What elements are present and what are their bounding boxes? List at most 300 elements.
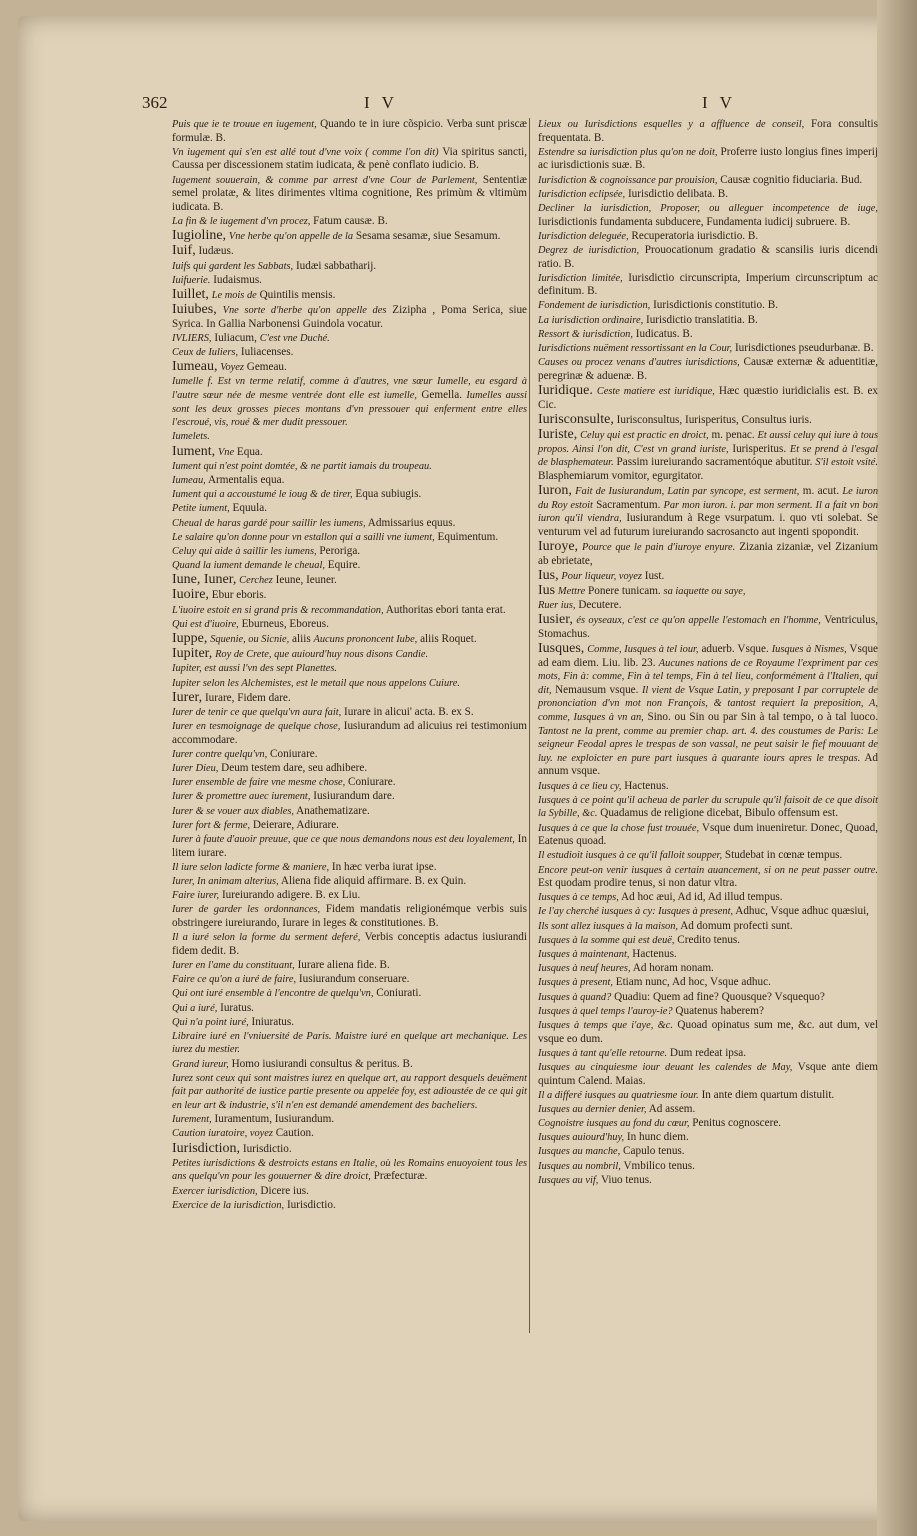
dictionary-entry — [172, 1127, 527, 1141]
french-text: Iurer en l'ame du constituant, — [172, 959, 295, 971]
latin-text: Equire. — [327, 559, 361, 572]
french-text: Iusques à tant qu'elle retourne. — [538, 1047, 668, 1059]
latin-text: Quoad opinatus sum me, &c. aut dum, vel vsque eo dum. — [538, 1018, 878, 1045]
french-text: Iusques à temps que i'aye, &c. — [538, 1019, 673, 1031]
latin-text: Præfecturæ. — [373, 1170, 428, 1183]
latin-text: Vsque ante diem quintum Calend. Maias. — [538, 1060, 878, 1087]
dictionary-entry — [172, 559, 527, 573]
dictionary-entry — [538, 1047, 878, 1061]
french-text: Iuifuerie. — [172, 274, 211, 286]
dictionary-entry — [172, 691, 527, 706]
latin-text: Gemella. — [421, 389, 463, 401]
dictionary-entry — [172, 748, 527, 762]
dictionary-entry — [172, 488, 527, 502]
french-text: Caution iuratoire, voyez — [172, 1128, 273, 1140]
french-text: Libraire iuré en l'vniuersité de Paris. Maistre iuré en quelque art mechanique. Les iurez du mestier. — [172, 1030, 527, 1056]
french-text: Exercice de la iurisdiction, — [172, 1199, 285, 1211]
dictionary-entry — [172, 987, 527, 1001]
dictionary-entry — [172, 545, 527, 559]
french-text: Iurisdiction eclipsée, — [538, 188, 626, 200]
latin-text: Passim iureiurando sacramentóque abutitur. — [616, 456, 813, 469]
dictionary-entry — [538, 1103, 878, 1117]
headword: Iuroye, — [538, 538, 579, 554]
latin-text: In hæc verba iurat ipse. — [331, 860, 437, 873]
headword: Iuiubes, — [172, 302, 217, 318]
latin-text: Ponere tunicam. — [588, 584, 661, 597]
dictionary-entry — [172, 959, 527, 973]
latin-text: Iusiurandum conseruare. — [298, 973, 410, 986]
french-text: Iurez sont ceux qui sont maistres iurez en quelque art, au rapport desquels deuëment fait par authorité de iustice partie presente ou appelée foy, est adioustée de ce qui git en leur art & industrie, s'il n'en est demandé amendement des bacheliers. — [172, 1072, 527, 1112]
french-text: Par mon iuron. i. par mon serment. Il a fait vn bon iuron qu'il viendra, — [538, 499, 879, 525]
dictionary-entry — [538, 1145, 878, 1159]
latin-text: Iurare aliena fide. B. — [297, 958, 390, 971]
latin-text: Dum redeat ipsa. — [669, 1046, 747, 1059]
dictionary-entry — [172, 1002, 527, 1016]
dictionary-entry — [538, 188, 878, 202]
french-text: La fin & le iugement d'vn procez, — [172, 215, 311, 227]
dictionary-entry — [172, 889, 527, 903]
french-text: Lieux ou Iurisdictions esquelles y a affluence de conseil, — [538, 119, 805, 130]
dictionary-entry — [538, 642, 878, 779]
latin-text: Fidem mandatis religionémque verbis suis obstringere iureiurando, Iurare in leges & constitutiones. B. — [172, 903, 527, 929]
latin-text: Dicere ius. — [260, 1184, 309, 1197]
french-text: Ie l'ay cherché iusques à cy: Iusques à present, — [538, 906, 734, 918]
latin-text: Quadamus de religione dicebat, Bibulo offensum est. — [600, 807, 839, 820]
latin-text: Proferre iusto longius fines imperij ac iurisdictionis suæ. B. — [538, 145, 878, 172]
french-text: Iusques à ce point qu'il acheua de parler du scrupule qu'il faisoit de ce que disoit la Sybille, &c. — [538, 794, 878, 820]
latin-text: Iniuratus. — [251, 1015, 295, 1028]
headword: Iune, Iuner, — [172, 572, 237, 588]
latin-text: aliis Roquet. — [420, 633, 477, 645]
french-text: Iument qui a accoustumé le ioug & de tirer, — [172, 489, 353, 501]
latin-text: Iurisdictionis constitutio. B. — [653, 299, 778, 312]
french-text: Iurement, — [172, 1114, 212, 1126]
french-text: Iurer Dieu, — [172, 763, 219, 775]
dictionary-entry — [172, 146, 527, 173]
french-text: Cerchez — [239, 575, 273, 587]
dictionary-entry — [172, 1030, 527, 1057]
dictionary-entry — [172, 973, 527, 987]
french-text: Fondement de iurisdiction, — [538, 300, 651, 312]
dictionary-entry — [172, 346, 527, 360]
dictionary-entry — [538, 934, 878, 948]
french-text: Iurer de tenir ce que quelqu'vn aura fait, — [172, 706, 342, 718]
french-text: Ceste matiere est iuridique, — [596, 386, 715, 397]
dictionary-entry — [172, 502, 527, 516]
dictionary-entry — [172, 460, 527, 474]
dictionary-entry — [172, 618, 527, 632]
latin-text: Vsque dum inueniretur. Donec, Quoad, Eatenus quoad. — [538, 821, 878, 848]
latin-text: Iuliacenses. — [240, 346, 294, 359]
french-text: Iurer, In animam alterius, — [172, 876, 279, 887]
dictionary-entry — [538, 976, 878, 990]
dictionary-entry — [172, 430, 527, 444]
french-text: Faire ce qu'on a iuré de faire, — [172, 974, 297, 986]
french-text: Ils sont allez iusques à la maison, — [538, 920, 678, 932]
french-text: Iumelle f. Est vn terme relatif, comme à d'autres, vne sœur Iumelle, eu esgard à l'autre sœur née de mesme ventrée dont elle est iumelle, — [172, 376, 527, 401]
french-text: Quand la iument demande le cheual, — [172, 560, 325, 572]
latin-text: Equa subiugis. — [355, 488, 422, 501]
french-text: Iusques auiourd'huy, — [538, 1132, 625, 1144]
french-text: Iusques au vif, — [538, 1174, 599, 1186]
headword: Iuoire, — [172, 587, 209, 603]
french-text: Petite iument, — [172, 503, 230, 515]
latin-text: Iuliacum, — [214, 331, 257, 344]
latin-text: Homo iusiurandi consultus & peritus. B. — [231, 1057, 413, 1070]
latin-text: Ad horam nonam. — [632, 962, 714, 975]
latin-text: Aliena fide aliquid affirmare. B. ex Quin. — [280, 875, 467, 887]
french-text: Iusques à quel temps l'auroy-ie? — [538, 1005, 673, 1017]
french-text: Iumelles aussi sont les deux grosses pieces montans d'vn pressouer qui enferment entre elles l'escroué, vis, roué & mer dudit pressouer. — [172, 390, 527, 429]
dictionary-entry — [172, 861, 527, 875]
dictionary-entry — [172, 833, 527, 860]
headword: Iuppe, — [172, 631, 208, 646]
dictionary-entry — [172, 573, 527, 588]
latin-text: Prouocationum gradatio & scansilis iuris dicendi ratio. B. — [538, 243, 878, 270]
dictionary-entry — [172, 762, 527, 776]
left-column — [172, 118, 527, 1213]
dictionary-entry — [538, 991, 878, 1005]
dictionary-entry — [538, 174, 878, 188]
french-text: és oyseaux, c'est ce qu'on appelle l'estomach en l'homme, — [576, 615, 821, 627]
dictionary-entry — [172, 1142, 527, 1157]
latin-text: Hactenus. — [624, 779, 669, 792]
latin-text: Iusiurandum ad alicuius rei testimonium accommodare. — [172, 720, 527, 746]
latin-text: Adhuc, Vsque adhuc quæsiui, — [735, 905, 869, 918]
french-text: Iurisdiction deleguée, — [538, 230, 629, 242]
dictionary-entry — [538, 794, 878, 821]
latin-text: Ad domum profecti sunt. — [680, 919, 793, 932]
latin-text: Ad hoc æui, Ad id, Ad illud tempus. — [620, 891, 783, 904]
latin-text: Iust. — [644, 569, 665, 582]
dictionary-entry — [538, 613, 878, 641]
latin-text: Etiam nunc, Ad hoc, Vsque adhuc. — [615, 976, 771, 989]
latin-text: Quintilis mensis. — [259, 288, 336, 301]
french-text: Squenie, ou Sicnie, — [210, 634, 290, 645]
dictionary-entry — [172, 531, 527, 545]
latin-text: Gemeau. — [246, 361, 287, 374]
dictionary-entry — [538, 1117, 878, 1131]
latin-text: Iurisdictio. — [242, 1142, 292, 1155]
latin-text: Blasphemiarum vomitor, egurgitator. — [538, 469, 704, 482]
latin-text: Fora consultis frequentata. B. — [538, 118, 878, 144]
latin-text: Iurisdictio circunscripta, Imperium circunscriptum ac definitum. B. — [538, 271, 878, 298]
french-text: Et se prend à l'esgal de blasphemateur. — [538, 443, 879, 469]
dictionary-entry — [172, 517, 527, 531]
latin-text: Armentalis equa. — [207, 473, 285, 486]
latin-text: Iurare, Fidem dare. — [204, 691, 291, 704]
latin-text: Ebur eboris. — [211, 589, 267, 602]
french-text: Le salaire qu'on donne pour vn estallon qui a sailli vne iument, — [172, 531, 435, 543]
french-text: Iusques à neuf heures, — [538, 963, 631, 975]
headword: Iumeau, — [172, 359, 218, 375]
latin-text: Equa. — [236, 445, 263, 458]
dictionary-entry — [538, 540, 878, 568]
french-text: Petites iurisdictions & destroicts estans en Italie, où les Romains enuoyoient tous les ans quelqu'vn pour les gouuerner & dire droict, — [172, 1157, 527, 1183]
dictionary-entry — [172, 875, 527, 889]
french-text: Et aussi celuy qui iure à tous propos. Ainsi l'on dit, C'est vn grand iuriste, — [538, 429, 879, 455]
latin-text: Studebat in cœnæ tempus. — [724, 849, 843, 862]
french-text: Vne sorte d'herbe qu'on appelle des — [222, 305, 387, 317]
dictionary-entry — [172, 1185, 527, 1199]
french-text: Celuy qui aide à saillir les iumens, — [172, 545, 317, 557]
french-text: Exercer iurisdiction, — [172, 1185, 258, 1197]
latin-text: Ad assem. — [648, 1102, 696, 1115]
latin-text: Vsque ad eam diem. Liu. lib. 23. — [538, 643, 879, 669]
dictionary-entry — [538, 1174, 878, 1188]
latin-text: Nemausum vsque. — [555, 683, 639, 696]
french-text: Iupiter, est aussi l'vn des sept Planettes. — [172, 663, 337, 675]
latin-text: Iurisdictionis fundamenta subducere, Fundamenta iudicij subruere. B. — [538, 215, 851, 228]
french-text: Iusques au nombril, — [538, 1160, 621, 1172]
latin-text: Quatenus haberem? — [675, 1004, 764, 1017]
dictionary-entry — [538, 299, 878, 313]
running-head — [142, 93, 882, 117]
dictionary-entry — [538, 849, 878, 863]
latin-text: Iudaismus. — [213, 273, 262, 286]
french-text: Pource que le pain d'iuroye enyure. — [581, 541, 736, 553]
latin-text: Ventriculus, Stomachus. — [538, 614, 878, 640]
dictionary-entry — [172, 260, 527, 274]
headword: Iuif, — [172, 243, 196, 259]
french-text: Qui ont iuré ensemble à l'encontre de quelqu'vn, — [172, 988, 374, 1000]
french-text: Iumelets. — [172, 431, 210, 443]
french-text: S'il estoit vsité. — [815, 457, 878, 469]
latin-text: aduerb. Vsque. — [701, 643, 769, 656]
latin-text: Decutere. — [578, 599, 622, 612]
dictionary-entry — [172, 303, 527, 331]
latin-text: Verbis conceptis adactus iusiurandi fidem dedit. B. — [172, 931, 528, 957]
latin-text: Caution. — [275, 1127, 314, 1140]
latin-text: Authoritas ebori tanta erat. — [385, 603, 506, 616]
latin-text: Iudæi sabbatharij. — [295, 259, 377, 272]
french-text: Il a differé iusques au quatriesme iour. — [538, 1089, 699, 1101]
dictionary-entry — [172, 1072, 527, 1113]
dictionary-entry — [172, 1016, 527, 1030]
latin-text: Sino. ou Sin ou par Sin à tal tempo, o à tal luoco. — [647, 711, 878, 723]
latin-text: Via spiritus sancti, Caussa per discessionem statim iudicata, & penè conflato iudicio. B. — [172, 145, 527, 172]
dictionary-entry — [538, 146, 878, 173]
headword: Ius — [538, 582, 556, 598]
french-text: Puis que ie te trouue en iugement, — [172, 119, 317, 130]
french-text: Iusques à ce temps, — [538, 892, 619, 904]
french-text: Iument qui n'est point domtée, & ne partit iamais du troupeau. — [172, 460, 432, 472]
latin-text: In ante diem quartum distulit. — [701, 1088, 835, 1101]
dictionary-entry — [172, 474, 527, 488]
latin-text: Iudicatus. B. — [635, 327, 693, 340]
french-text: Aucunes nations de ce Royaume l'expriment par ces mots, Fin à: comme, Fin à tel temps, Fin à tel lieu, conformément à l'Italien, qui dit, — [538, 657, 878, 696]
latin-text: Viuo tenus. — [600, 1173, 652, 1186]
latin-text: Capulo tenus. — [623, 1145, 685, 1158]
latin-text: Iureiurando adigere. B. ex Liu. — [221, 889, 361, 902]
dictionary-entry — [172, 1157, 527, 1184]
dictionary-entry — [538, 1089, 878, 1103]
french-text: Pour liqueur, voyez — [561, 570, 642, 582]
headword: Iusques, — [538, 641, 585, 657]
latin-text: Eburneus, Eboreus. — [241, 617, 329, 630]
french-text: Iumeau, — [172, 474, 206, 486]
dictionary-entry — [538, 484, 878, 539]
french-text: Iusques au manche, — [538, 1146, 621, 1158]
dictionary-entry — [538, 864, 878, 891]
french-text: Iusques à ce lieu cy, — [538, 780, 622, 792]
french-text: Iupiter selon les Alchemistes, est le metail que nous appelons Cuiure. — [172, 677, 461, 689]
latin-text: Vmbilico tenus. — [623, 1159, 695, 1172]
latin-text: Hactenus. — [632, 948, 677, 961]
headword: Iurisdiction, — [172, 1140, 241, 1156]
latin-text: Sesama sesamæ, siue Sesamum. — [355, 230, 501, 243]
dictionary-entry — [538, 384, 878, 412]
french-text: IVLIERS, — [172, 332, 212, 344]
headword: Iument, — [172, 443, 216, 459]
latin-text: Coniurati. — [376, 987, 422, 1000]
dictionary-entry — [538, 891, 878, 905]
dictionary-entry — [172, 720, 527, 747]
dictionary-entry — [172, 174, 527, 215]
french-text: Fait de Iusiurandum, Latin par syncope, est serment, — [575, 485, 800, 497]
french-text: Grand iureur, — [172, 1058, 229, 1070]
headword: Iugioline, — [172, 228, 227, 244]
page-edge — [877, 0, 917, 1536]
latin-text: Credito tenus. — [677, 933, 741, 946]
dictionary-entry — [172, 332, 527, 346]
french-text: Iugement souuerain, & comme par arrest d'vne Cour de Parlement, — [172, 174, 478, 186]
french-text: Comme, Iusques à tel iour, — [587, 644, 699, 656]
french-text: Iurisdictions nuëment ressortissant en la Cour, — [538, 343, 733, 355]
headword: Iuridique. — [538, 383, 593, 398]
latin-text: Iudæus. — [198, 245, 234, 258]
latin-text: Iurisdictio. — [286, 1198, 336, 1211]
french-text: Iurer & promettre auec iurement, — [172, 791, 311, 803]
french-text: Iusques à present, — [538, 977, 613, 989]
french-text: Le iuron du Roy estoit — [538, 485, 879, 511]
french-text: Ruer ius, — [538, 600, 576, 612]
latin-text: Quando te in iure cõspicio. Verba sunt priscæ formulæ. B. — [172, 118, 528, 144]
french-text: Estendre sa iurisdiction plus qu'on ne doit, — [538, 146, 718, 158]
page-number: 362 — [142, 93, 168, 112]
dictionary-entry — [538, 314, 878, 328]
french-text: Mettre — [557, 585, 586, 597]
latin-text: Iuramentum, Iusiurandum. — [214, 1113, 335, 1126]
french-text: Le mois de — [211, 289, 257, 301]
dictionary-entry — [538, 202, 878, 229]
dictionary-entry — [538, 118, 878, 145]
french-text: Cheual de haras gardé pour saillir les iumens, — [172, 517, 366, 529]
latin-text: Hæc quæstio iuridicialis est. B. ex Cic. — [538, 385, 879, 411]
latin-text: Quadiu: Quem ad fine? Quousque? Vsquequo? — [614, 990, 825, 1003]
dictionary-entry — [538, 342, 878, 356]
latin-text: Admissarius equus. — [367, 516, 456, 529]
dictionary-entry — [538, 428, 878, 483]
french-text: C'est vne Duché. — [259, 332, 330, 344]
latin-text: Zizipha , Poma Serica, siue Syrica. In Gallia Narbonensi Guindola vocatur. — [172, 304, 528, 330]
latin-text: Coniurare. — [348, 776, 396, 789]
dictionary-entry — [538, 599, 878, 613]
french-text: Voyez — [220, 362, 244, 374]
column-divider — [529, 118, 530, 1333]
dictionary-entry — [172, 360, 527, 375]
dictionary-entry — [538, 822, 878, 849]
latin-text: Sacramentum. — [596, 498, 661, 511]
french-text: Roy de Crete, que auiourd'huy nous disons Candie. — [215, 649, 429, 661]
latin-text: Zizania zizaniæ, vel Zizanium ab ebrietate, — [538, 540, 879, 567]
latin-text: Iurisperitus. — [732, 442, 787, 455]
dictionary-entry — [172, 375, 527, 429]
latin-text: Iurisdictio delibata. B. — [627, 187, 728, 200]
headword: Iurer, — [172, 689, 203, 705]
french-text: Iurisdiction & cognoissance par prouision, — [538, 174, 718, 186]
dictionary-entry — [538, 413, 878, 428]
dictionary-entry — [172, 1058, 527, 1072]
latin-text: Fatum causæ. B. — [313, 214, 388, 227]
dictionary-entry — [538, 905, 878, 919]
french-text: Iusques à quand? — [538, 991, 612, 1003]
dictionary-entry — [172, 706, 527, 720]
french-text: Iurer fort & ferme, — [172, 819, 251, 831]
french-text: Decliner la iurisdiction, Proposer, ou alleguer incompetence de iuge, — [538, 202, 878, 214]
latin-text: Iurisconsultus, Iurisperitus, Consultus iuris. — [616, 413, 812, 426]
latin-text: Iusiurandum à Rege vsurpatum. i. quo vti solebat. — [626, 512, 863, 525]
latin-text: Deum testem dare, seu adhibere. — [221, 762, 368, 775]
dictionary-entry — [538, 328, 878, 342]
left-column-head: I V — [364, 93, 398, 112]
latin-text: Equimentum. — [437, 530, 499, 543]
dictionary-entry — [172, 445, 527, 460]
latin-text: Penitus cognoscere. — [692, 1117, 782, 1130]
dictionary-entry — [538, 569, 878, 584]
french-text: Iurer de garder les ordonnances, — [172, 904, 321, 916]
french-text: Qui est d'iuoire, — [172, 618, 239, 630]
latin-text: In hunc diem. — [626, 1131, 689, 1144]
headword: Iurisconsulte, — [538, 411, 614, 427]
latin-text: Ad annum vsque. — [538, 751, 878, 778]
french-text: Il vient de Vsque Latin, y preposant I par corruptele de prononciation d'vn mot non François, & tantost requiert la preposition, A, comme, Iusques à vn an, — [538, 684, 878, 723]
dictionary-entry — [538, 920, 878, 934]
headword: Iuillet, — [172, 286, 209, 302]
dictionary-entry — [172, 776, 527, 790]
french-text: Ceux de Iuliers, — [172, 347, 239, 359]
french-text: Iurer à faute d'auoir preuue, que ce que nous demandons nous est deu loyalement, — [172, 834, 515, 846]
dictionary-entry — [538, 1160, 878, 1174]
latin-text: Equula. — [232, 502, 268, 515]
latin-text: Iurare in alicui' acta. B. ex S. — [344, 705, 474, 718]
dictionary-entry — [172, 805, 527, 819]
french-text: Ressort & iurisdiction, — [538, 328, 633, 340]
headword: Iupiter, — [172, 646, 213, 662]
latin-text: Sententiæ semel prolatæ, & lites dirimentes vltima cognitione, Res primùm & vltimùm iudicata. B. — [172, 173, 527, 213]
french-text: Iusques à Nismes, — [771, 644, 847, 656]
latin-text: In litem iurare. — [172, 833, 527, 859]
french-text: Vn iugement qui s'en est allé tout d'vne voix ( comme l'on dit) — [172, 146, 439, 158]
french-text: Iurer & se vouer aux diables, — [172, 805, 294, 817]
headword: Iusier, — [538, 612, 573, 628]
dictionary-entry — [538, 272, 878, 299]
dictionary-entry — [172, 274, 527, 288]
dictionary-entry — [172, 662, 527, 676]
right-column-head: I V — [702, 93, 736, 112]
french-text: Vne herbe qu'on appelle de la — [228, 231, 354, 243]
headword: Ius, — [538, 567, 559, 583]
french-text: Il a iuré selon la forme du serment deferé, — [172, 932, 361, 944]
french-text: Il iure selon ladicte forme & maniere, — [172, 861, 330, 873]
latin-text: Deierare, Adiurare. — [252, 818, 339, 831]
dictionary-entry — [172, 819, 527, 833]
french-text: Qui n'a point iuré, — [172, 1016, 249, 1028]
french-text: La iurisdiction ordinaire, — [538, 314, 644, 326]
dictionary-entry — [538, 356, 878, 383]
french-text: Aucuns prononcent Iube, — [313, 634, 418, 645]
headword: Iuriste, — [538, 426, 578, 442]
